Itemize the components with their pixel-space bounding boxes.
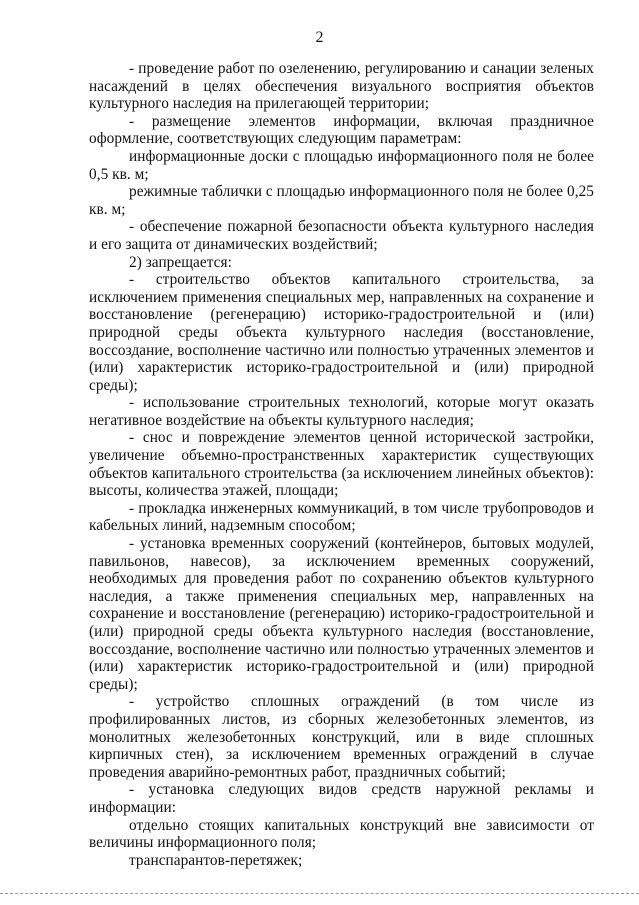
paragraph-demolition: - снос и повреждение элементов ценной исторической застройки, увеличение объемно-пространственных характеристик существующих объектов капитального строительства (за исключением линейных объектов): высоты, количества этажей, площади; <box>89 429 594 500</box>
paragraph-freestanding-structures: отдельно стоящих капитальных конструкций вне зависимости от величины информационного поля; <box>89 816 594 852</box>
paragraph-construction-technologies: - использование строительных технологий, которые могут оказать негативное воздействие на объекты культурного наследия; <box>89 394 594 429</box>
paragraph-solid-fences: - устройство сплошных ограждений (в том числе из профилированных листов, из сборных железобетонных элементов, из монолитных железобетонных конструкций, или в виде сплошных кирпичных стен), за исключением временных ограждений в случае проведения аварийно-ремонтных работ, праздничных событий; <box>89 693 594 781</box>
paragraph-info-elements: - размещение элементов информации, включая праздничное оформление, соответствующих следующим параметрам: <box>89 112 594 148</box>
page-bottom-divider <box>0 893 639 894</box>
paragraph-greenery: - проведение работ по озеленению, регулированию и санации зеленых насаждений в целях обеспечения визуального восприятия объектов культурного наследия на прилегающей территории; <box>89 60 594 113</box>
paragraph-banners: транспарантов-перетяжек; <box>129 851 303 869</box>
page-number: 2 <box>315 29 324 46</box>
paragraph-advertising: - установка следующих видов средств наружной рекламы и информации: <box>89 781 594 816</box>
paragraph-prohibited-heading: 2) запрещается: <box>129 253 232 271</box>
paragraph-regime-plates: режимные таблички с площадью информационного поля не более 0,25 кв. м; <box>89 183 594 218</box>
paragraph-utilities: - прокладка инженерных коммуникаций, в том числе трубопроводов и кабельных линий, надземным способом; <box>89 499 594 535</box>
paragraph-capital-construction: - строительство объектов капитального строительства, за исключением применения специальных мер, направленных на сохранение и восстановление (регенерацию) историко-градостроительной и (или) природной среды объекта культурного наследия (восстановление, воссоздание, восполнение частично или полностью утраченных элементов и (или) характеристик историко-градостроительной и (или) природной среды); <box>89 271 594 394</box>
paragraph-temporary-structures: - установка временных сооружений (контейнеров, бытовых модулей, павильонов, навесов), за исключением временных сооружений, необходимых для проведения работ по сохранению объектов культурного наследия, а также применения специальных мер, направленных на сохранение и восстановление (регенерацию) историко-градостроительной и (или) природной среды объекта культурного наследия (восстановление, воссоздание, восполнение частично или полностью утраченных элементов и (или) характеристик историко-градостроительной и (или) природной среды); <box>89 535 594 693</box>
paragraph-info-boards: информационные доски с площадью информационного поля не более 0,5 кв. м; <box>89 147 594 183</box>
document-body <box>89 60 594 869</box>
paragraph-fire-safety: - обеспечение пожарной безопасности объекта культурного наследия и его защита от динамических воздействий; <box>89 218 594 253</box>
